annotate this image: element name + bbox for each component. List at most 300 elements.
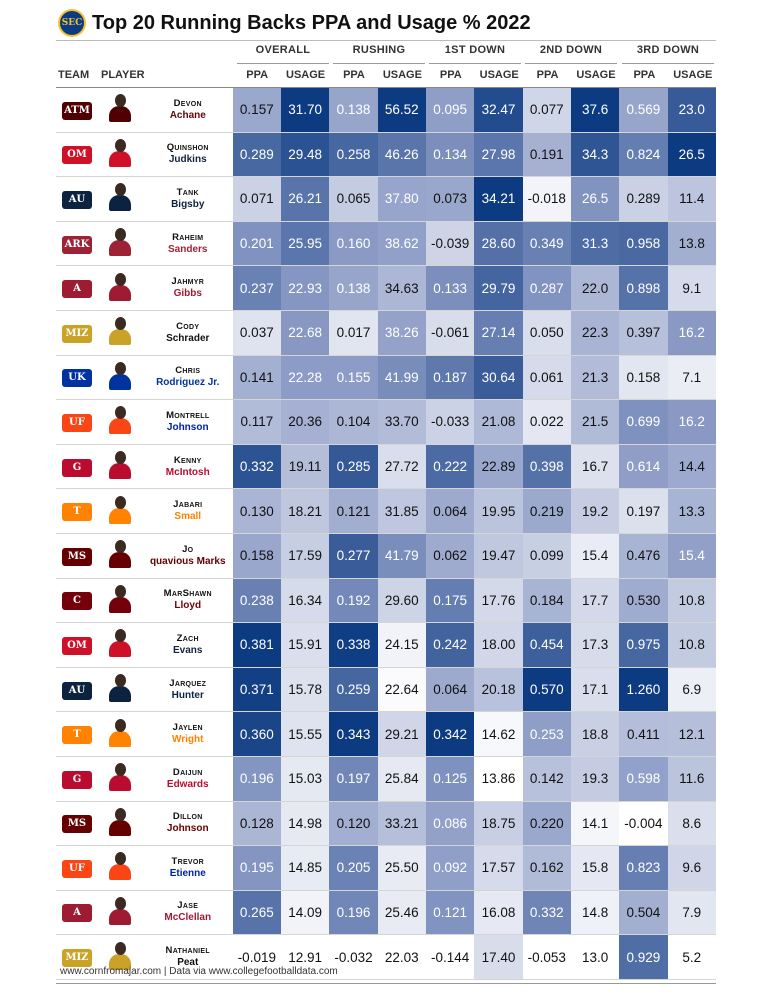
value-cell-ppa: 0.134 [426, 132, 474, 177]
value-cell-usage: 16.2 [668, 310, 716, 355]
value-cell-usage: 17.40 [474, 935, 522, 980]
value-cell-usage: 17.59 [281, 533, 329, 578]
value-cell-usage: 17.3 [571, 623, 619, 668]
value-cell-ppa: 0.175 [426, 578, 474, 623]
value-cell-ppa: 0.191 [523, 132, 571, 177]
player-first-name: Daijun [172, 766, 203, 778]
value-cell-usage: 8.6 [668, 801, 716, 846]
player-photo-cell [98, 266, 143, 311]
player-last-name: Judkins [168, 154, 207, 166]
value-cell-ppa: 0.196 [233, 756, 281, 801]
group-header-1st-down: 1ST DOWN [444, 44, 506, 56]
value-cell-usage: 31.3 [571, 221, 619, 266]
player-last-name: Rodriguez Jr. [156, 377, 220, 389]
value-cell-usage: 20.36 [281, 400, 329, 445]
value-cell-usage: 22.68 [281, 310, 329, 355]
player-photo-cell [98, 890, 143, 935]
column-header-ppa: PPA [439, 69, 462, 81]
value-cell-usage: 14.09 [281, 890, 329, 935]
team-logo-cell [56, 177, 98, 222]
player-headshot [107, 895, 133, 925]
value-cell-ppa: 0.065 [329, 177, 377, 222]
team-logo-cell [56, 221, 98, 266]
player-name-cell [143, 444, 233, 489]
value-cell-usage: 15.4 [668, 533, 716, 578]
team-logo-cell [56, 489, 98, 534]
player-headshot [107, 181, 133, 211]
value-cell-ppa: 0.265 [233, 890, 281, 935]
value-cell-usage: 7.9 [668, 890, 716, 935]
table-row [56, 177, 716, 222]
value-cell-usage: 27.14 [474, 310, 522, 355]
value-cell-ppa: 0.201 [233, 221, 281, 266]
player-last-name: Evans [173, 644, 203, 656]
player-name-cell [143, 221, 233, 266]
player-last-name: McClellan [164, 912, 212, 924]
value-cell-usage: 9.6 [668, 846, 716, 891]
value-cell-usage: 11.6 [668, 756, 716, 801]
stats-table [56, 88, 716, 980]
value-cell-ppa: -0.053 [523, 935, 571, 980]
player-last-name: Lloyd [174, 600, 202, 612]
player-first-name: Quinshon [166, 142, 209, 154]
value-cell-usage: 25.50 [378, 846, 426, 891]
column-header-usage: USAGE [576, 69, 616, 81]
value-cell-usage: 22.93 [281, 266, 329, 311]
value-cell-ppa: 0.598 [619, 756, 667, 801]
group-underline [237, 63, 329, 64]
value-cell-ppa: 0.141 [233, 355, 281, 400]
value-cell-usage: 22.03 [378, 935, 426, 980]
player-photo-cell [98, 400, 143, 445]
table-row [56, 667, 716, 712]
value-cell-ppa: 0.196 [329, 890, 377, 935]
value-cell-usage: 16.7 [571, 444, 619, 489]
player-name-cell [143, 400, 233, 445]
value-cell-usage: 22.89 [474, 444, 522, 489]
value-cell-usage: 24.15 [378, 623, 426, 668]
table-row [56, 400, 716, 445]
column-header-player: PLAYER [101, 69, 145, 81]
value-cell-usage: 26.21 [281, 177, 329, 222]
player-name-cell [143, 623, 233, 668]
value-cell-usage: 23.0 [668, 88, 716, 132]
value-cell-ppa: 0.258 [329, 132, 377, 177]
value-cell-ppa: 0.187 [426, 355, 474, 400]
value-cell-usage: 13.86 [474, 756, 522, 801]
player-first-name: Zach [176, 632, 199, 644]
value-cell-ppa: 0.142 [523, 756, 571, 801]
table-row [56, 88, 716, 132]
value-cell-usage: 14.85 [281, 846, 329, 891]
team-logo-icon: UF [62, 414, 92, 432]
value-cell-ppa: -0.033 [426, 400, 474, 445]
value-cell-ppa: 0.092 [426, 846, 474, 891]
group-header-2nd-down: 2ND DOWN [539, 44, 603, 56]
group-header-overall: OVERALL [255, 44, 311, 56]
player-photo-cell [98, 846, 143, 891]
player-name-cell [143, 533, 233, 578]
player-first-name: Kenny [173, 454, 202, 466]
value-cell-ppa: 0.205 [329, 846, 377, 891]
value-cell-usage: 22.28 [281, 355, 329, 400]
value-cell-ppa: 0.614 [619, 444, 667, 489]
value-cell-ppa: 0.095 [426, 88, 474, 132]
value-cell-usage: 19.47 [474, 533, 522, 578]
value-cell-ppa: 0.289 [619, 177, 667, 222]
value-cell-ppa: 0.285 [329, 444, 377, 489]
player-last-name: Small [174, 511, 202, 523]
player-headshot [107, 806, 133, 836]
group-underline [525, 63, 617, 64]
value-cell-ppa: 0.130 [233, 489, 281, 534]
divider [56, 983, 716, 984]
player-first-name: Jase [177, 900, 199, 912]
value-cell-usage: 7.1 [668, 355, 716, 400]
value-cell-ppa: 0.138 [329, 88, 377, 132]
column-header-usage: USAGE [673, 69, 713, 81]
value-cell-usage: 17.57 [474, 846, 522, 891]
value-cell-ppa: 0.160 [329, 221, 377, 266]
player-name-cell [143, 578, 233, 623]
player-photo-cell [98, 623, 143, 668]
value-cell-ppa: 0.138 [329, 266, 377, 311]
value-cell-usage: 15.91 [281, 623, 329, 668]
value-cell-usage: 14.1 [571, 801, 619, 846]
value-cell-usage: 27.98 [474, 132, 522, 177]
value-cell-usage: 14.98 [281, 801, 329, 846]
value-cell-usage: 26.5 [668, 132, 716, 177]
player-first-name: Jahmyr [171, 276, 205, 288]
player-first-name: Raheim [172, 231, 204, 243]
team-logo-icon: T [62, 503, 92, 521]
value-cell-usage: 18.00 [474, 623, 522, 668]
team-logo-icon: AU [62, 682, 92, 700]
player-photo-cell [98, 355, 143, 400]
value-cell-ppa: 0.121 [329, 489, 377, 534]
value-cell-usage: 25.84 [378, 756, 426, 801]
value-cell-usage: 21.3 [571, 355, 619, 400]
player-headshot [107, 315, 133, 345]
player-headshot [107, 761, 133, 791]
player-name-cell [143, 266, 233, 311]
team-logo-icon: T [62, 726, 92, 744]
value-cell-usage: 16.08 [474, 890, 522, 935]
team-logo-cell [56, 266, 98, 311]
value-cell-ppa: 0.158 [619, 355, 667, 400]
value-cell-ppa: 0.289 [233, 132, 281, 177]
table-row [56, 578, 716, 623]
value-cell-ppa: 0.823 [619, 846, 667, 891]
player-first-name: Nathaniel [165, 945, 210, 957]
column-header-usage: USAGE [479, 69, 519, 81]
player-name-cell [143, 890, 233, 935]
player-headshot [107, 717, 133, 747]
value-cell-usage: 26.5 [571, 177, 619, 222]
value-cell-usage: 27.72 [378, 444, 426, 489]
player-photo-cell [98, 756, 143, 801]
table-row [56, 846, 716, 891]
column-header-ppa: PPA [246, 69, 269, 81]
player-name-cell [143, 667, 233, 712]
value-cell-usage: 31.70 [281, 88, 329, 132]
player-photo-cell [98, 310, 143, 355]
value-cell-usage: 41.79 [378, 533, 426, 578]
table-row [56, 756, 716, 801]
value-cell-ppa: 0.259 [329, 667, 377, 712]
player-headshot [107, 538, 133, 568]
value-cell-ppa: 0.121 [426, 890, 474, 935]
player-headshot [107, 494, 133, 524]
player-first-name: Tank [176, 186, 199, 198]
table-row [56, 266, 716, 311]
value-cell-usage: 29.79 [474, 266, 522, 311]
divider [56, 40, 716, 41]
player-first-name: Trevor [171, 855, 204, 867]
player-first-name: Chris [175, 365, 201, 377]
player-headshot [107, 226, 133, 256]
player-headshot [107, 583, 133, 613]
value-cell-ppa: 0.332 [523, 890, 571, 935]
column-header-usage: USAGE [286, 69, 326, 81]
value-cell-ppa: 0.064 [426, 667, 474, 712]
group-underline [333, 63, 425, 64]
value-cell-ppa: -0.019 [233, 935, 281, 980]
value-cell-ppa: 0.569 [619, 88, 667, 132]
player-headshot [107, 627, 133, 657]
column-header-ppa: PPA [343, 69, 365, 81]
value-cell-ppa: 0.192 [329, 578, 377, 623]
player-photo-cell [98, 578, 143, 623]
team-logo-icon: OM [62, 637, 92, 655]
team-logo-cell [56, 801, 98, 846]
value-cell-usage: 19.11 [281, 444, 329, 489]
value-cell-ppa: 0.017 [329, 310, 377, 355]
group-header-rushing: RUSHING [352, 44, 406, 56]
value-cell-usage: 15.78 [281, 667, 329, 712]
value-cell-usage: 13.0 [571, 935, 619, 980]
table-row [56, 712, 716, 757]
player-first-name: Cody [176, 320, 200, 332]
value-cell-usage: 14.8 [571, 890, 619, 935]
team-logo-icon: ARK [62, 236, 92, 254]
value-cell-ppa: 0.699 [619, 400, 667, 445]
value-cell-ppa: 0.411 [619, 712, 667, 757]
player-name-cell [143, 756, 233, 801]
player-headshot [107, 92, 133, 122]
player-photo-cell [98, 533, 143, 578]
value-cell-ppa: 0.050 [523, 310, 571, 355]
value-cell-ppa: 0.184 [523, 578, 571, 623]
value-cell-ppa: 0.253 [523, 712, 571, 757]
value-cell-usage: 18.8 [571, 712, 619, 757]
team-logo-cell [56, 132, 98, 177]
value-cell-usage: 33.70 [378, 400, 426, 445]
value-cell-ppa: 0.155 [329, 355, 377, 400]
team-logo-cell [56, 890, 98, 935]
team-logo-icon: OM [62, 146, 92, 164]
value-cell-ppa: 0.371 [233, 667, 281, 712]
value-cell-usage: 29.48 [281, 132, 329, 177]
value-cell-ppa: 0.242 [426, 623, 474, 668]
table-row [56, 533, 716, 578]
player-first-name: Dillon [172, 811, 203, 823]
value-cell-ppa: 0.162 [523, 846, 571, 891]
value-cell-ppa: 0.197 [329, 756, 377, 801]
value-cell-ppa: 0.342 [426, 712, 474, 757]
table-row [56, 355, 716, 400]
player-headshot [107, 137, 133, 167]
player-photo-cell [98, 88, 143, 132]
value-cell-usage: 29.60 [378, 578, 426, 623]
value-cell-usage: 56.52 [378, 88, 426, 132]
value-cell-ppa: 0.338 [329, 623, 377, 668]
value-cell-ppa: 0.197 [619, 489, 667, 534]
value-cell-usage: 33.21 [378, 801, 426, 846]
value-cell-usage: 13.3 [668, 489, 716, 534]
player-last-name: Wright [172, 734, 204, 746]
table-row [56, 310, 716, 355]
player-last-name: Edwards [166, 778, 209, 790]
team-logo-icon: C [62, 592, 92, 610]
player-last-name: Etienne [169, 867, 206, 879]
value-cell-usage: 15.55 [281, 712, 329, 757]
value-cell-usage: 17.76 [474, 578, 522, 623]
value-cell-usage: 14.4 [668, 444, 716, 489]
player-last-name: Gibbs [173, 288, 202, 300]
group-header-3rd-down: 3RD DOWN [636, 44, 700, 56]
value-cell-ppa: 0.037 [233, 310, 281, 355]
team-logo-icon: G [62, 459, 92, 477]
table-row [56, 444, 716, 489]
value-cell-usage: 17.7 [571, 578, 619, 623]
player-last-name: quavious Marks [149, 555, 226, 567]
table-row [56, 221, 716, 266]
table-row [56, 623, 716, 668]
value-cell-ppa: 1.260 [619, 667, 667, 712]
team-logo-icon: MS [62, 815, 92, 833]
value-cell-ppa: -0.144 [426, 935, 474, 980]
value-cell-usage: 11.4 [668, 177, 716, 222]
value-cell-ppa: -0.018 [523, 177, 571, 222]
value-cell-usage: 18.75 [474, 801, 522, 846]
team-logo-icon: MS [62, 548, 92, 566]
value-cell-usage: 10.8 [668, 578, 716, 623]
value-cell-ppa: 0.287 [523, 266, 571, 311]
value-cell-usage: 22.3 [571, 310, 619, 355]
team-logo-cell [56, 667, 98, 712]
player-last-name: Peat [177, 957, 199, 969]
value-cell-usage: 46.26 [378, 132, 426, 177]
player-headshot [107, 271, 133, 301]
column-header-ppa: PPA [633, 69, 656, 81]
player-headshot [107, 404, 133, 434]
value-cell-ppa: 0.117 [233, 400, 281, 445]
value-cell-usage: 21.5 [571, 400, 619, 445]
value-cell-ppa: -0.032 [329, 935, 377, 980]
player-first-name: Devon [173, 97, 202, 109]
value-cell-usage: 25.46 [378, 890, 426, 935]
value-cell-usage: 18.21 [281, 489, 329, 534]
value-cell-ppa: 0.195 [233, 846, 281, 891]
player-name-cell [143, 177, 233, 222]
value-cell-usage: 31.85 [378, 489, 426, 534]
value-cell-ppa: 0.975 [619, 623, 667, 668]
player-name-cell [143, 132, 233, 177]
value-cell-usage: 38.26 [378, 310, 426, 355]
value-cell-ppa: 0.454 [523, 623, 571, 668]
value-cell-usage: 16.34 [281, 578, 329, 623]
player-first-name: Jaylen [172, 722, 203, 734]
value-cell-ppa: 0.360 [233, 712, 281, 757]
table-row [56, 890, 716, 935]
team-logo-cell [56, 578, 98, 623]
team-logo-cell [56, 88, 98, 132]
value-cell-ppa: 0.022 [523, 400, 571, 445]
team-logo-cell [56, 444, 98, 489]
team-logo-icon: AU [62, 191, 92, 209]
player-photo-cell [98, 489, 143, 534]
value-cell-usage: 25.95 [281, 221, 329, 266]
player-first-name: Jarquez [169, 677, 207, 689]
chart-title: Top 20 Running Backs PPA and Usage % 2022 [92, 11, 531, 34]
value-cell-usage: 19.3 [571, 756, 619, 801]
value-cell-ppa: 0.061 [523, 355, 571, 400]
value-cell-ppa: 0.504 [619, 890, 667, 935]
value-cell-ppa: 0.570 [523, 667, 571, 712]
value-cell-usage: 5.2 [668, 935, 716, 980]
value-cell-usage: 29.21 [378, 712, 426, 757]
player-last-name: Achane [169, 109, 206, 121]
value-cell-ppa: 0.332 [233, 444, 281, 489]
player-first-name: Jo [182, 543, 194, 555]
value-cell-ppa: 0.125 [426, 756, 474, 801]
value-cell-ppa: 0.086 [426, 801, 474, 846]
value-cell-ppa: 0.929 [619, 935, 667, 980]
value-cell-usage: 13.8 [668, 221, 716, 266]
value-cell-ppa: -0.061 [426, 310, 474, 355]
team-logo-icon: MIZ [62, 949, 92, 967]
value-cell-usage: 37.6 [571, 88, 619, 132]
value-cell-ppa: 0.220 [523, 801, 571, 846]
value-cell-ppa: 0.238 [233, 578, 281, 623]
value-cell-usage: 9.1 [668, 266, 716, 311]
value-cell-usage: 12.1 [668, 712, 716, 757]
value-cell-ppa: 0.158 [233, 533, 281, 578]
group-underline [622, 63, 714, 64]
player-name-cell [143, 310, 233, 355]
value-cell-usage: 34.3 [571, 132, 619, 177]
player-headshot [107, 672, 133, 702]
team-logo-cell [56, 310, 98, 355]
header [58, 8, 531, 38]
player-photo-cell [98, 132, 143, 177]
player-last-name: Bigsby [171, 198, 205, 210]
value-cell-ppa: 0.219 [523, 489, 571, 534]
player-photo-cell [98, 801, 143, 846]
value-cell-usage: 15.8 [571, 846, 619, 891]
team-logo-cell [56, 400, 98, 445]
team-logo-cell [56, 623, 98, 668]
value-cell-usage: 34.21 [474, 177, 522, 222]
player-last-name: Johnson [166, 421, 209, 433]
player-photo-cell [98, 667, 143, 712]
player-last-name: Hunter [171, 689, 204, 701]
value-cell-ppa: 0.343 [329, 712, 377, 757]
footer-credit: www.cornfromajar.com | Data via www.collegefootballdata.com [60, 966, 338, 977]
team-logo-cell [56, 756, 98, 801]
column-header-ppa: PPA [536, 69, 559, 81]
